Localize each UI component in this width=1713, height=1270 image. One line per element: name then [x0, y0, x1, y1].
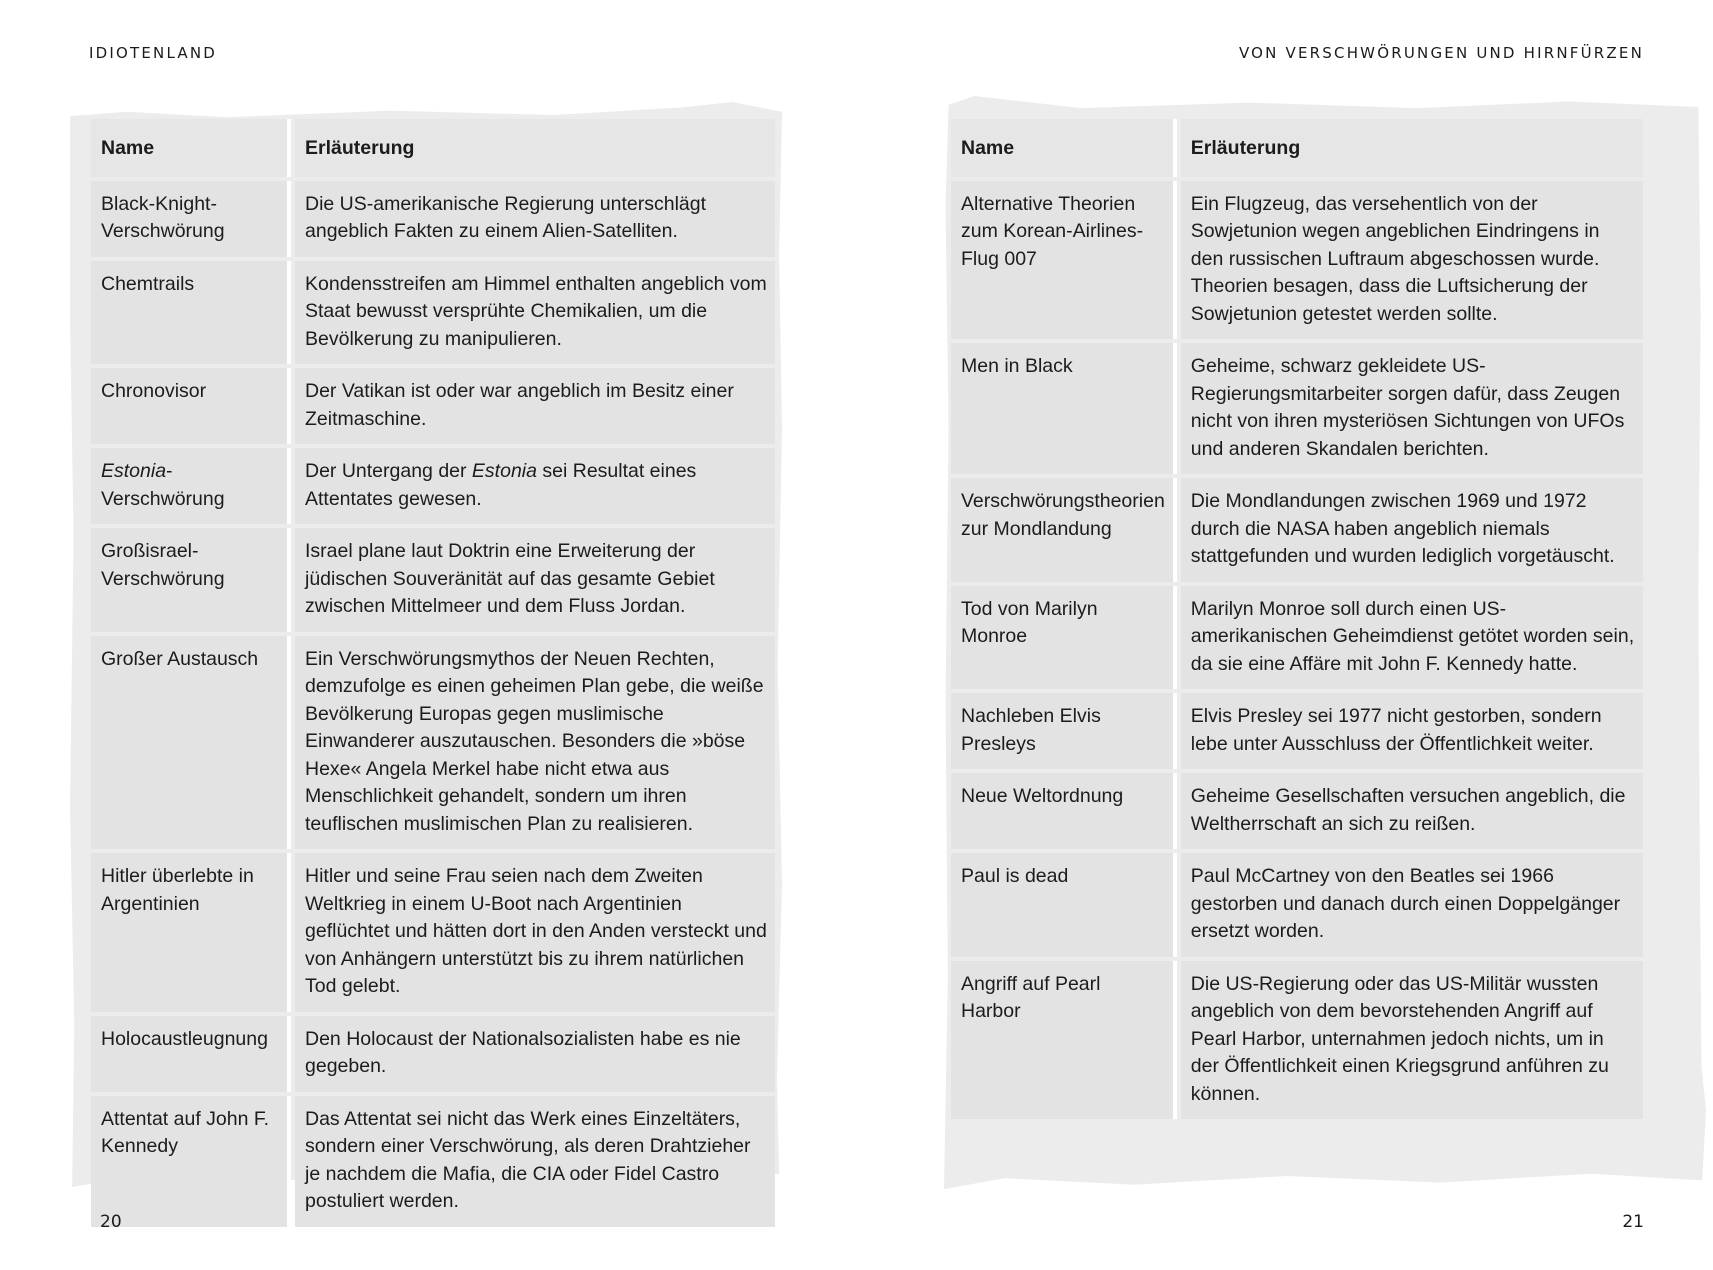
table-row	[91, 448, 775, 524]
row-name: Black-Knight-Verschwörung	[91, 181, 291, 257]
table-row	[951, 181, 1643, 340]
table-row	[951, 693, 1643, 769]
row-explanation: Israel plane laut Doktrin eine Erweiterung der jüdischen Souveränität auf das gesamte Gebiet zwischen Mittelmeer und dem Fluss Jordan.	[295, 528, 775, 632]
table-row	[91, 368, 775, 444]
row-explanation: Elvis Presley sei 1977 nicht gestorben, sondern lebe unter Ausschluss der Öffentlichkeit weiter.	[1181, 693, 1643, 769]
table-row	[951, 343, 1643, 474]
row-explanation: Den Holocaust der Nationalsozialisten habe es nie gegeben.	[295, 1016, 775, 1092]
row-explanation: Ein Flugzeug, das versehentlich von der Sowjetunion wegen angeblichen Eindringens in den russischen Luftraum abgeschossen wurde. Theorien besagen, dass die Luftsicherung der Sowjetunion getestet werden sollte.	[1181, 181, 1643, 340]
row-name: Alternative Theorien zum Korean-Airlines-Flug 007	[951, 181, 1177, 340]
row-explanation: Die US-Regierung oder das US-Militär wussten angeblich von dem bevorstehenden Angriff auf Pearl Harbor, unternahmen jedoch nichts, um in der Öffentlichkeit einen Kriegsgrund anführen zu können.	[1181, 961, 1643, 1120]
table-row	[91, 636, 775, 850]
explanation-italic: Estonia	[471, 460, 537, 482]
table-row	[951, 853, 1643, 957]
row-explanation: Die Mondlandungen zwischen 1969 und 1972 durch die NASA haben angeblich niemals stattgefunden und wurden lediglich vorgetäuscht.	[1181, 478, 1643, 582]
row-name-italic: Estonia	[101, 460, 167, 482]
table-row	[951, 961, 1643, 1120]
row-name: Chemtrails	[91, 261, 291, 365]
right-page	[856, 0, 1713, 1270]
row-name-rest: -Verschwörung	[101, 460, 225, 510]
running-head: IDIOTENLAND	[89, 44, 217, 62]
header-name: Name	[951, 119, 1177, 177]
row-name: Chronovisor	[91, 368, 291, 444]
table-row	[951, 773, 1643, 849]
row-name: Holocaustleugnung	[91, 1016, 291, 1092]
row-explanation: Das Attentat sei nicht das Werk eines Einzeltäters, sondern einer Verschwörung, als deren Drahtzieher je nachdem die Mafia, die CIA oder Fidel Castro postuliert werden.	[295, 1096, 775, 1227]
row-explanation: Marilyn Monroe soll durch einen US-amerikanischen Geheimdienst getötet worden sein, da sie eine Affäre mit John F. Kennedy hatte.	[1181, 586, 1643, 690]
table-header-row	[951, 119, 1643, 177]
conspiracy-table	[87, 115, 779, 1231]
explanation-post: sei Resultat eines Attentates gewesen.	[305, 460, 697, 510]
row-explanation	[295, 448, 775, 524]
row-explanation: Die US-amerikanische Regierung unterschlägt angeblich Fakten zu einem Alien-Satelliten.	[295, 181, 775, 257]
row-name: Attentat auf John F. Kennedy	[91, 1096, 291, 1227]
row-name: Hitler überlebte in Argentinien	[91, 853, 291, 1012]
header-explanation: Erläuterung	[1181, 119, 1643, 177]
row-name	[91, 448, 291, 524]
page-number: 21	[1622, 1212, 1644, 1232]
page-number: 20	[100, 1212, 122, 1232]
row-explanation: Geheime, schwarz gekleidete US-Regierungsmitarbeiter sorgen dafür, dass Zeugen nicht von ihren mysteriösen Sichtungen von UFOs und anderen Skandalen berichten.	[1181, 343, 1643, 474]
row-name: Großer Austausch	[91, 636, 291, 850]
left-page	[0, 0, 856, 1270]
row-explanation: Kondensstreifen am Himmel enthalten angeblich vom Staat bewusst versprühte Chemikalien, um die Bevölkerung zu manipulieren.	[295, 261, 775, 365]
row-name: Men in Black	[951, 343, 1177, 474]
row-explanation: Hitler und seine Frau seien nach dem Zweiten Weltkrieg in einem U-Boot nach Argentinien geflüchtet und hätten dort in den Anden versteckt und von Anhängern unterstützt bis zu ihrem natürlichen Tod gelebt.	[295, 853, 775, 1012]
row-name: Tod von Marilyn Monroe	[951, 586, 1177, 690]
row-name: Verschwörungstheorien zur Mondlandung	[951, 478, 1177, 582]
row-name: Angriff auf Pearl Harbor	[951, 961, 1177, 1120]
table-row	[951, 586, 1643, 690]
row-name: Nachleben Elvis Presleys	[951, 693, 1177, 769]
table-row	[91, 261, 775, 365]
row-name: Paul is dead	[951, 853, 1177, 957]
row-explanation: Ein Verschwörungsmythos der Neuen Rechten, demzufolge es einen geheimen Plan gebe, die weiße Bevölkerung Europas gegen muslimische Einwanderer auszutauschen. Besonders die »böse Hexe« Angela Merkel habe nicht etwa aus Menschlichkeit gehandelt, sondern um ihren teuflischen muslimischen Plan zu realisieren.	[295, 636, 775, 850]
row-explanation: Der Vatikan ist oder war angeblich im Besitz einer Zeitmaschine.	[295, 368, 775, 444]
row-explanation: Geheime Gesellschaften versuchen angeblich, die Weltherrschaft an sich zu reißen.	[1181, 773, 1643, 849]
table-row	[91, 1016, 775, 1092]
table-row	[91, 181, 775, 257]
row-explanation: Paul McCartney von den Beatles sei 1966 gestorben und danach durch einen Doppelgänger ersetzt worden.	[1181, 853, 1643, 957]
running-head: VON VERSCHWÖRUNGEN UND HIRNFÜRZEN	[1238, 44, 1644, 62]
conspiracy-table	[947, 115, 1647, 1123]
table-row	[91, 528, 775, 632]
table-row	[91, 1096, 775, 1227]
table-row	[91, 853, 775, 1012]
row-name: Großisrael-Verschwörung	[91, 528, 291, 632]
explanation-pre: Der Untergang der	[305, 460, 472, 482]
table-row	[951, 478, 1643, 582]
header-explanation: Erläuterung	[295, 119, 775, 177]
table-header-row	[91, 119, 775, 177]
row-name: Neue Weltordnung	[951, 773, 1177, 849]
header-name: Name	[91, 119, 291, 177]
